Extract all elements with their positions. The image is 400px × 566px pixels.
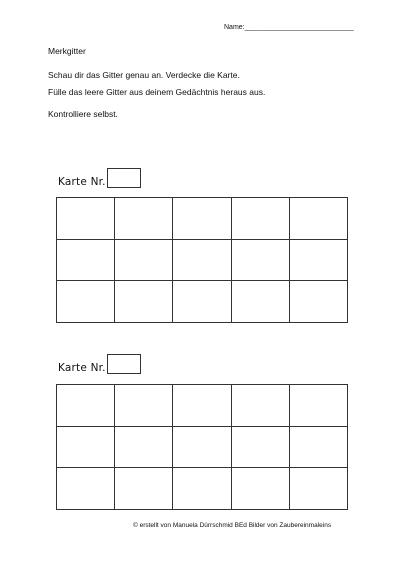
grid-cell: [290, 240, 348, 282]
grid-cell: [57, 281, 115, 323]
card-1-grid: [56, 197, 348, 323]
card-1-number-box: [107, 168, 141, 188]
grid-cell: [173, 198, 231, 240]
worksheet-title: Merkgitter: [48, 46, 86, 56]
grid-cell: [173, 240, 231, 282]
grid-cell: [115, 427, 173, 469]
grid-cell: [232, 240, 290, 282]
grid-cell: [232, 427, 290, 469]
grid-cell: [115, 198, 173, 240]
grid-cell: [232, 281, 290, 323]
grid-cell: [290, 468, 348, 510]
grid-cell: [232, 198, 290, 240]
card-2-number-box: [107, 354, 141, 374]
grid-cell: [173, 427, 231, 469]
grid-cell: [57, 468, 115, 510]
card-2-label: Karte Nr.: [58, 362, 106, 374]
grid-cell: [57, 427, 115, 469]
grid-cell: [57, 240, 115, 282]
grid-cell: [290, 281, 348, 323]
footer-credit: © erstellt von Manuela Dürrschmid BEd Bilder von Zaubereinmaleins: [133, 522, 332, 529]
instruction-line-2: Fülle das leere Gitter aus deinem Gedächtnis heraus aus.: [48, 87, 266, 97]
instruction-line-1: Schau dir das Gitter genau an. Verdecke die Karte.: [48, 70, 240, 80]
grid-cell: [57, 385, 115, 427]
grid-cell: [115, 468, 173, 510]
card-1-label: Karte Nr.: [58, 176, 106, 188]
grid-cell: [173, 385, 231, 427]
name-line: Name:____________________________: [224, 24, 354, 31]
grid-cell: [173, 468, 231, 510]
card-2-grid: [56, 384, 348, 510]
grid-cell: [115, 281, 173, 323]
grid-cell: [290, 427, 348, 469]
grid-cell: [57, 198, 115, 240]
grid-cell: [232, 468, 290, 510]
grid-cell: [115, 240, 173, 282]
grid-cell: [290, 198, 348, 240]
grid-cell: [115, 385, 173, 427]
instruction-line-3: Kontrolliere selbst.: [48, 109, 118, 119]
grid-cell: [232, 385, 290, 427]
grid-cell: [290, 385, 348, 427]
grid-cell: [173, 281, 231, 323]
